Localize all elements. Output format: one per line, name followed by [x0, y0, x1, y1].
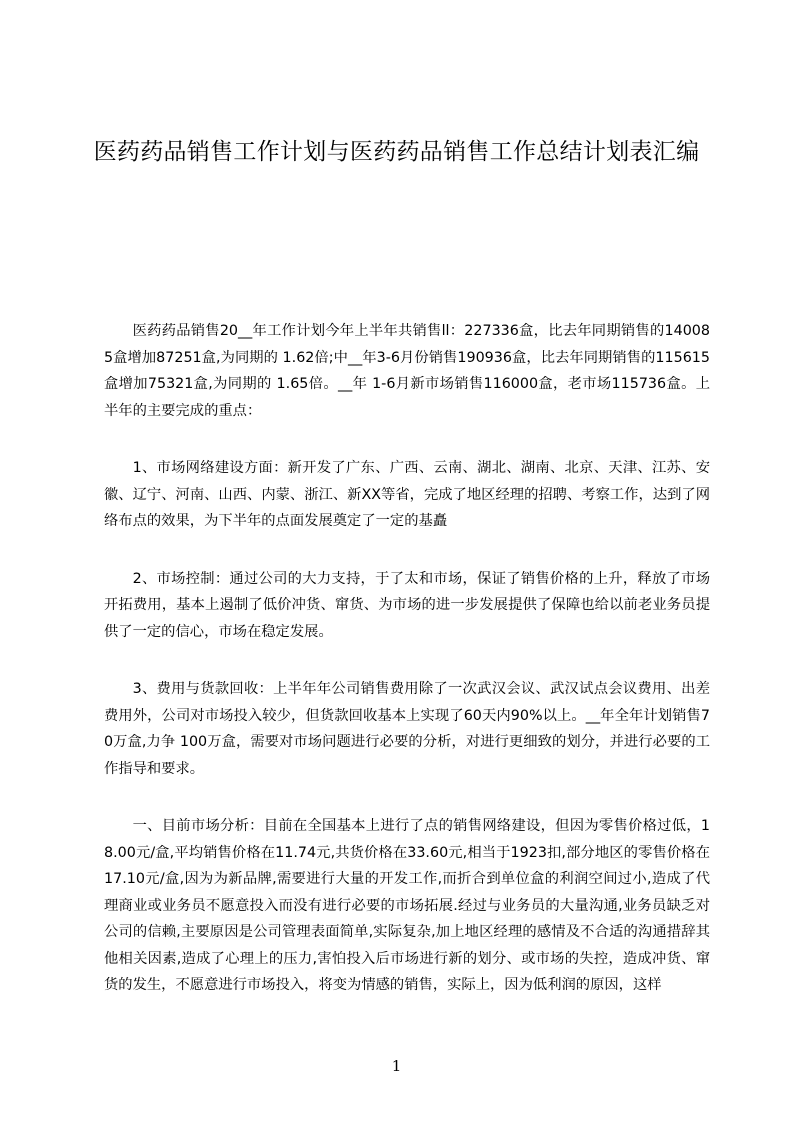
paragraph-market-control: 2、市场控制：通过公司的大力支持，于了太和市场，保证了销售价格的上升，释放了市场开拓费用，基本上遏制了低价冲货、窜货、为市场的进一步发展提供了保障也给以前老业务员提供了一定的信心，市场在稳定发展。	[104, 570, 710, 640]
paragraph-market-analysis: 一、目前市场分析：目前在全国基本上进行了点的销售网络建设，但因为零售价格过低，18.00元/盒,平均销售价格在11.74元,共货价格在33.60元,相当于1923扣,部分地区的零售价格在17.10元/盒,因为为新品牌,需要进行大量的开发工作,而折合到单位盒的利润空间过小,造成了代理商业或业务员不愿意投入而没有进行必要的市场拓展.经过与业务员的大量沟通,业务员缺乏对公司的信赖,主要原因是公司管理表面简单,实际复杂,加上地区经理的感情及不合适的沟通措辞其他相关因素,造成了心理上的压力,害怕投入后市场进行新的划分、或市场的失控，造成冲货、窜货的发生，不愿意进行市场投入，将变为情感的销售，实际上，因为低利润的原因，这样	[104, 818, 710, 993]
paragraph-sales-summary: 医药药品销售20__年工作计划今年上半年共销售ll：227336盒，比去年同期销售的140085盒增加87251盒,为同期的 1.62倍;中__年3-6月份销售190936盒，比去年同期销售的115615盒增加75321盒,为同期的 1.65倍。__年 1-6月新市场销售116000盒，老市场115736盒。上半年的主要完成的重点：	[104, 323, 710, 419]
page-number: 1	[391, 1057, 402, 1075]
paragraph-costs-payment: 3、费用与货款回收：上半年年公司销售费用除了一次武汉会议、武汉试点会议费用、出差费用外，公司对市场投入较少，但货款回收基本上实现了60天内90%以上。__年全年计划销售70万盒,力争 100万盒，需要对市场问题进行必要的分析，对进行更细致的划分，并进行必要的工作指导和要求。	[104, 681, 710, 777]
document-title: 医药药品销售工作计划与医药药品销售工作总结计划表汇编	[93, 139, 700, 165]
document-body	[104, 318, 710, 1030]
paragraph-market-network: 1、市场网络建设方面：新开发了广东、广西、云南、湖北、湖南、北京、天津、江苏、安徽、辽宁、河南、山西、内蒙、浙江、新XX等省，完成了地区经理的招聘、考察工作，达到了网络布点的效果，为下半年的点面发展奠定了一定的基矗	[104, 460, 710, 529]
